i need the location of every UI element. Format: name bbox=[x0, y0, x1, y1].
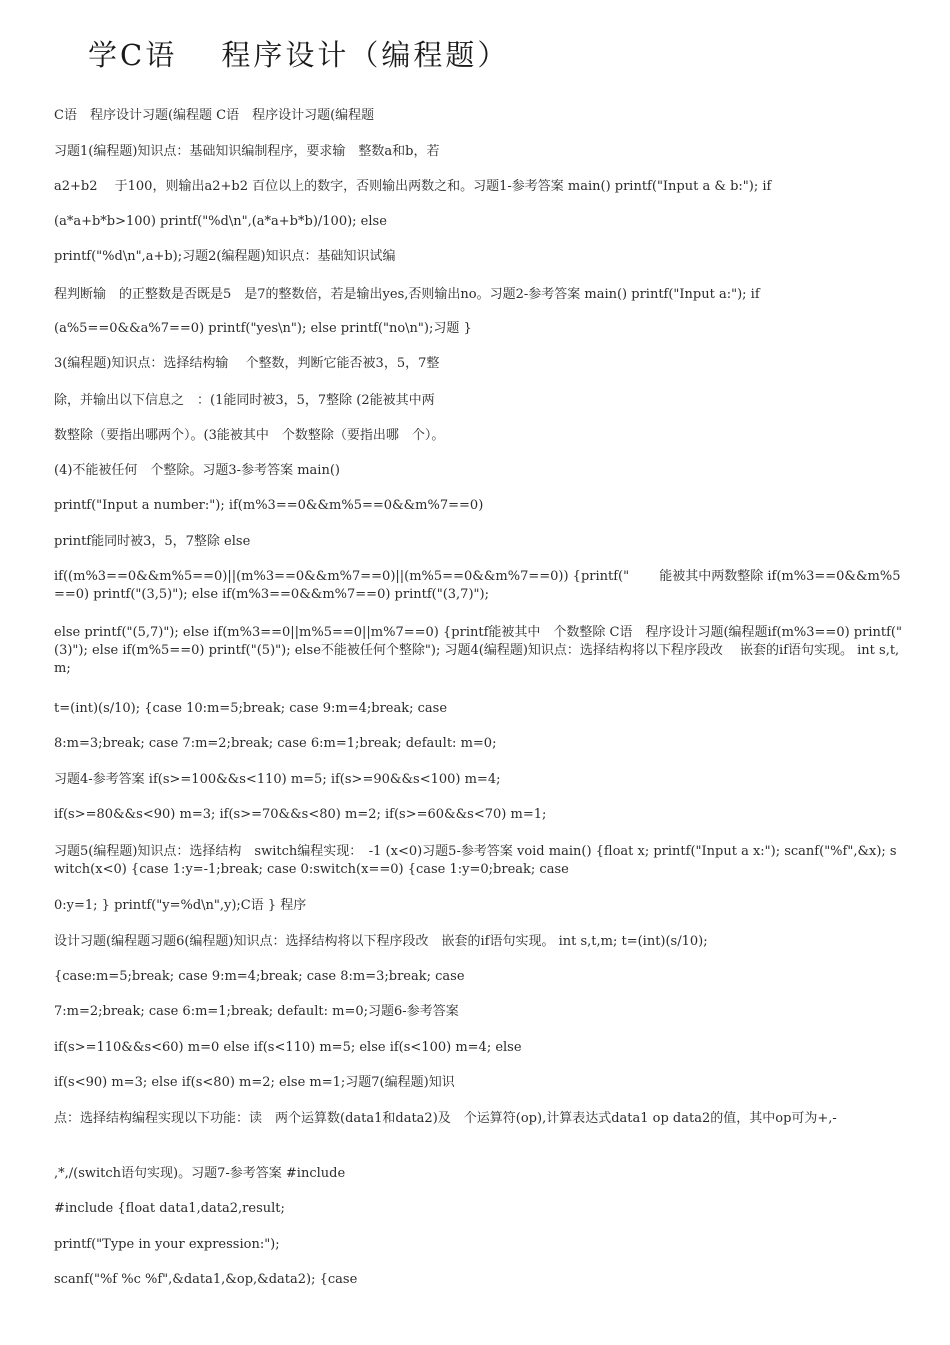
paragraph: if(s>=80&&s<90) m=3; if(s>=70&&s<80) m=2; if(s>=60&&s<70) m=1; bbox=[54, 807, 547, 822]
paragraph: #include {float data1,data2,result; bbox=[54, 1201, 285, 1216]
paragraph: 点：选择结构编程实现以下功能：读 两个运算数(data1和data2)及 个运算符(op),计算表达式data1 op data2的值，其中op可为+,- bbox=[54, 1111, 837, 1126]
paragraph: 0:y=1; } printf("y=%d\n",y);C语 } 程序 bbox=[54, 898, 307, 913]
paragraph: 数整除（要指出哪两个）。(3能被其中 个数整除（要指出哪 个）。 bbox=[54, 428, 445, 443]
paragraph: a2+b2 于100，则输出a2+b2 百位以上的数字，否则输出两数之和。习题1-参考答案 main() printf("Input a & b:"); if bbox=[54, 179, 772, 194]
paragraph: printf("Type in your expression:"); bbox=[54, 1237, 280, 1252]
paragraph: 7:m=2;break; case 6:m=1;break; default: m=0;习题6-参考答案 bbox=[54, 1004, 459, 1019]
paragraph: 习题5(编程题)知识点：选择结构 switch编程实现： -1 (x<0)习题5-参考答案 void main() {float x; printf("Input a x:"); scanf("%f",&x); switch(x<0) {case 1:y=-1;break; case 0:switch(x==0) {case 1:y=0;break; case bbox=[54, 844, 897, 877]
paragraph: scanf("%f %c %f",&data1,&op,&data2); {case bbox=[54, 1272, 358, 1287]
paragraph: 3(编程题)知识点：选择结构输 个整数，判断它能否被3，5，7整 bbox=[54, 356, 440, 371]
paragraph: {case:m=5;break; case 9:m=4;break; case 8:m=3;break; case bbox=[54, 969, 465, 984]
paragraph: 习题4-参考答案 if(s>=100&&s<110) m=5; if(s>=90&&s<100) m=4; bbox=[54, 772, 501, 787]
paragraph: 习题1(编程题)知识点：基础知识编制程序，要求输 整数a和b，若 bbox=[54, 144, 440, 159]
paragraph: if(s>=110&&s<60) m=0 else if(s<110) m=5; else if(s<100) m=4; else bbox=[54, 1040, 522, 1055]
paragraph: if((m%3==0&&m%5==0)||(m%3==0&&m%7==0)||(m%5==0&&m%7==0)) {printf(" 能被其中两数整除 if(m%3==0&&m%5==0) printf("(3,5)"); else if(m%3==0&&m%7==0) printf("(3,7)"); bbox=[54, 569, 901, 602]
document-title: 学C语 程序设计（编程题） bbox=[88, 38, 510, 72]
paragraph: ,*,/(switch语句实现)。习题7-参考答案 #include bbox=[54, 1166, 346, 1181]
paragraph: (4)不能被任何 个整除。习题3-参考答案 main() bbox=[54, 463, 340, 478]
paragraph: (a%5==0&&a%7==0) printf("yes\n"); else printf("no\n");习题 } bbox=[54, 321, 472, 336]
paragraph: 程判断输 的正整数是否既是5 是7的整数倍，若是输出yes,否则输出no。习题2-参考答案 main() printf("Input a:"); if bbox=[54, 287, 760, 302]
paragraph: printf能同时被3，5，7整除 else bbox=[54, 534, 251, 549]
paragraph: C语 程序设计习题(编程题 C语 程序设计习题(编程题 bbox=[54, 108, 375, 123]
paragraph: 8:m=3;break; case 7:m=2;break; case 6:m=1;break; default: m=0; bbox=[54, 736, 497, 751]
paragraph: printf("Input a number:"); if(m%3==0&&m%5==0&&m%7==0) bbox=[54, 498, 484, 513]
paragraph: 除，并输出以下信息之 ：(1能同时被3，5，7整除 (2能被其中两 bbox=[54, 393, 435, 408]
paragraph: 设计习题(编程题习题6(编程题)知识点：选择结构将以下程序段改 嵌套的if语句实现。 int s,t,m; t=(int)(s/10); bbox=[54, 934, 708, 949]
paragraph: if(s<90) m=3; else if(s<80) m=2; else m=1;习题7(编程题)知识 bbox=[54, 1075, 455, 1090]
paragraph: else printf("(5,7)"); else if(m%3==0||m%5==0||m%7==0) {printf能被其中 个数整除 C语 程序设计习题(编程题if(m%3==0) printf("(3)"); else if(m%5==0) printf("(5)"); else不能被任何个整除"); 习题4(编程题)知识点：选择结构将以下程序段改 嵌套的if语句实现。 int s,t,m; bbox=[54, 625, 902, 676]
paragraph: printf("%d\n",a+b);习题2(编程题)知识点：基础知识试编 bbox=[54, 249, 396, 264]
paragraph: (a*a+b*b>100) printf("%d\n",(a*a+b*b)/100); else bbox=[54, 214, 387, 229]
paragraph: t=(int)(s/10); {case 10:m=5;break; case 9:m=4;break; case bbox=[54, 701, 448, 716]
